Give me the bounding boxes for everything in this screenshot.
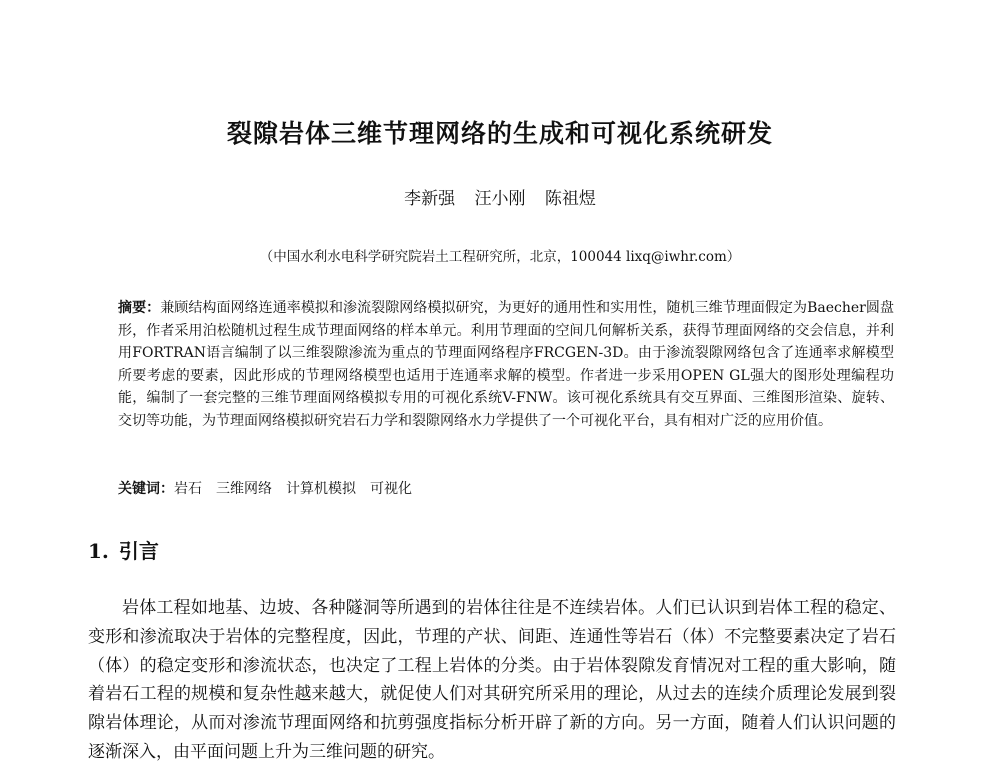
abstract-label: 摘要： (118, 300, 161, 316)
keywords (118, 478, 894, 498)
author-name: 汪小刚 (474, 189, 526, 209)
abstract-text: 兼顾结构面网络连通率模拟和渗流裂隙网络模拟研究，为更好的通用性和实用性，随机三维节理面假定为Baecher圆盘形，作者采用泊松随机过程生成节理面网络的样本单元。利用节理面的空间几何解析关系，获得节理面网络的交会信息，并利用FORTRAN语言编制了以三维裂隙渗流为重点的节理面网络程序FRCGEN-3D。由于渗流裂隙网络包含了连通率求解模型所要考虑的要素，因此形成的节理网络模型也适用于连通率求解的模型。作者进一步采用OPEN GL强大的图形处理编程功能，编制了一套完整的三维节理面网络模拟专用的可视化系统V-FNW。该可视化系统具有交互界面、三维图形渲染、旋转、交切等功能，为节理面网络模拟研究岩石力学和裂隙网络水力学提供了一个可视化平台，具有相对广泛的应用价值。 (118, 300, 894, 429)
keyword: 计算机模拟 (286, 481, 356, 497)
affiliation: （中国水利水电科学研究院岩土工程研究所，北京，100044 lixq@iwhr.com） (259, 249, 741, 265)
section-number: 1. (88, 539, 109, 563)
author-name: 陈祖煜 (544, 189, 596, 209)
author-name: 李新强 (404, 189, 456, 209)
keywords-label: 关键词： (118, 481, 174, 497)
abstract (118, 297, 894, 432)
keyword: 岩石 (174, 481, 202, 497)
section-heading (88, 535, 159, 564)
author-list (0, 184, 1000, 209)
keyword: 可视化 (370, 481, 412, 497)
section-title: 引言 (118, 539, 159, 563)
paper-title: 裂隙岩体三维节理网络的生成和可视化系统研发 (226, 119, 773, 148)
body-paragraph: 岩体工程如地基、边坡、各种隧洞等所遇到的岩体往往是不连续岩体。人们已认识到岩体工程的稳定、变形和渗流取决于岩体的完整程度，因此，节理的产状、间距、连通性等岩石（体）不完整要素决定了岩石（体）的稳定变形和渗流状态，也决定了工程上岩体的分类。由于岩体裂隙发育情况对工程的重大影响，随着岩石工程的规模和复杂性越来越大，就促使人们对其研究所采用的理论，从过去的连续介质理论发展到裂隙岩体理论，从而对渗流节理面网络和抗剪强度指标分析开辟了新的方向。另一方面，随着人们认识问题的逐渐深入，由平面问题上升为三维问题的研究。 (88, 598, 896, 762)
keyword: 三维网络 (216, 481, 272, 497)
